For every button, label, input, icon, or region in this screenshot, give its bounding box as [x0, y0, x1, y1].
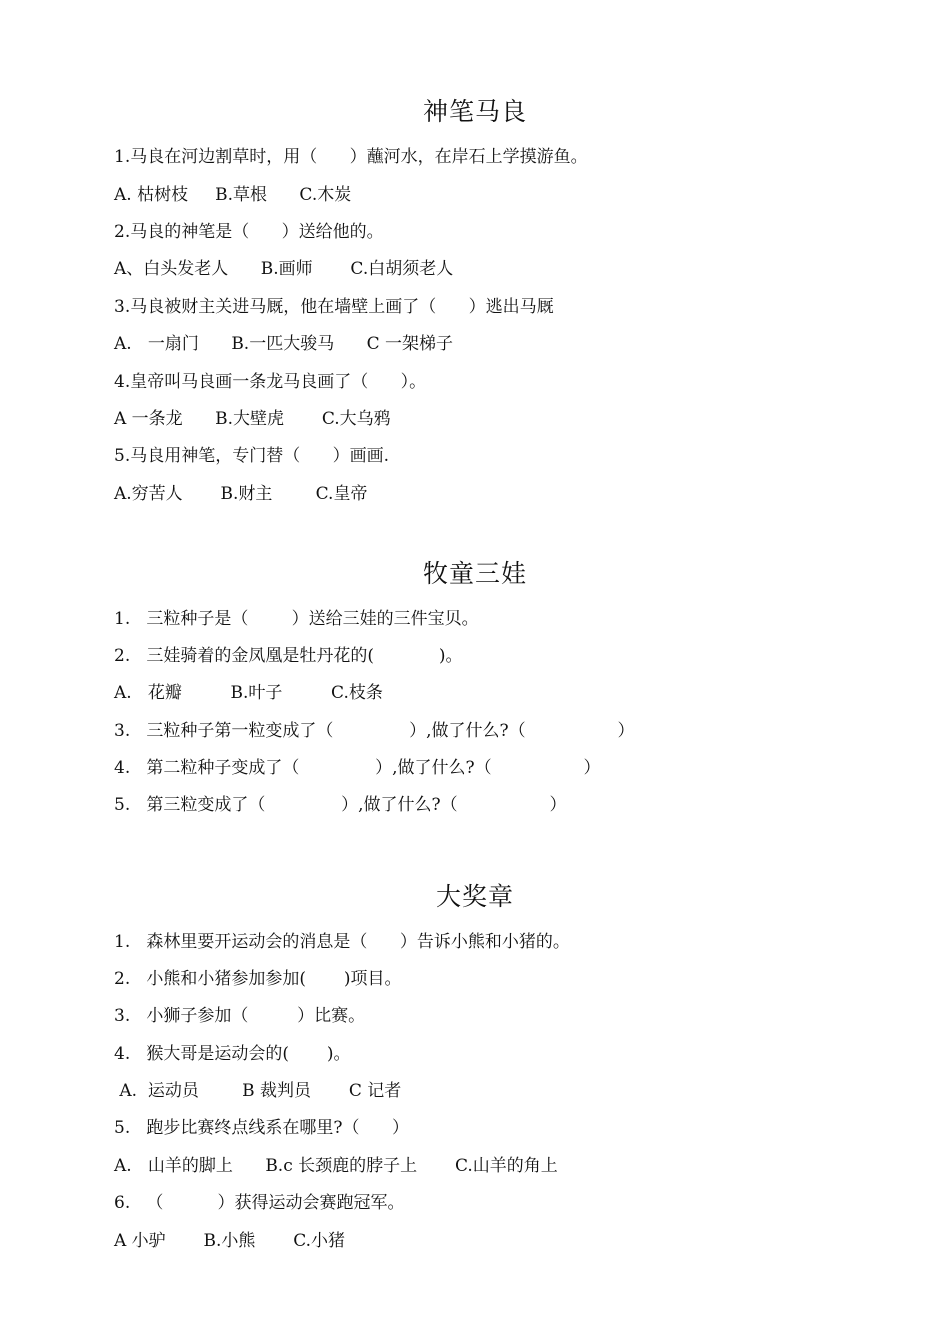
question-line: 1. 三粒种子是（ ）送给三娃的三件宝贝。 [114, 609, 479, 629]
question-line: 5. 第三粒变成了（ ）,做了什么?（ ） [114, 795, 567, 815]
option-line: A. 一扇门 B.一匹大骏马 C 一架梯子 [114, 334, 454, 354]
option-line: A. 花瓣 B.叶子 C.枝条 [114, 683, 383, 703]
question-line: 3.马良被财主关进马厩，他在墙壁上画了（ ）逃出马厩 [114, 297, 554, 317]
option-line: A. 山羊的脚上 B.c 长颈鹿的脖子上 C.山羊的角上 [114, 1156, 558, 1176]
question-line: 4. 猴大哥是运动会的( )。 [114, 1044, 351, 1064]
option-line: A.穷苦人 B.财主 C.皇帝 [114, 484, 368, 504]
question-line: 1.马良在河边割草时，用（ ）蘸河水，在岸石上学摸游鱼。 [114, 147, 588, 167]
question-line: 2.马良的神笔是（ ）送给他的。 [114, 222, 384, 242]
question-line: 5.马良用神笔，专门替（ ）画画. [114, 446, 390, 466]
question-line: 4. 第二粒种子变成了（ ）,做了什么?（ ） [114, 758, 601, 778]
option-line: A. 枯树枝 B.草根 C.木炭 [114, 185, 352, 205]
option-line: A、白头发老人 B.画师 C.白胡须老人 [114, 259, 454, 279]
question-line: 3. 小狮子参加（ ）比赛。 [114, 1006, 366, 1026]
question-line: 2. 三娃骑着的金凤凰是牡丹花的( )。 [114, 646, 463, 666]
option-line: A 小驴 B.小熊 C.小猪 [114, 1231, 346, 1251]
option-line: A. 运动员 B 裁判员 C 记者 [114, 1081, 402, 1101]
question-line: 1. 森林里要开运动会的消息是（ ）告诉小熊和小猪的。 [114, 932, 570, 952]
section-title-da-jiangzhang: 大奖章 [435, 882, 514, 911]
option-line: A 一条龙 B.大壁虎 C.大乌鸦 [114, 409, 391, 429]
question-line: 4.皇帝叫马良画一条龙马良画了（ ）。 [114, 372, 427, 392]
question-line: 6. （ ）获得运动会赛跑冠军。 [114, 1193, 405, 1213]
question-line: 5. 跑步比赛终点线系在哪里?（ ） [114, 1118, 409, 1138]
question-line: 3. 三粒种子第一粒变成了（ ）,做了什么?（ ） [114, 721, 635, 741]
section-title-mutong-sanwa: 牧童三娃 [422, 559, 527, 588]
question-line: 2. 小熊和小猪参加参加( )项目。 [114, 969, 402, 989]
section-title-shenbi-maliang: 神笔马良 [422, 97, 527, 126]
